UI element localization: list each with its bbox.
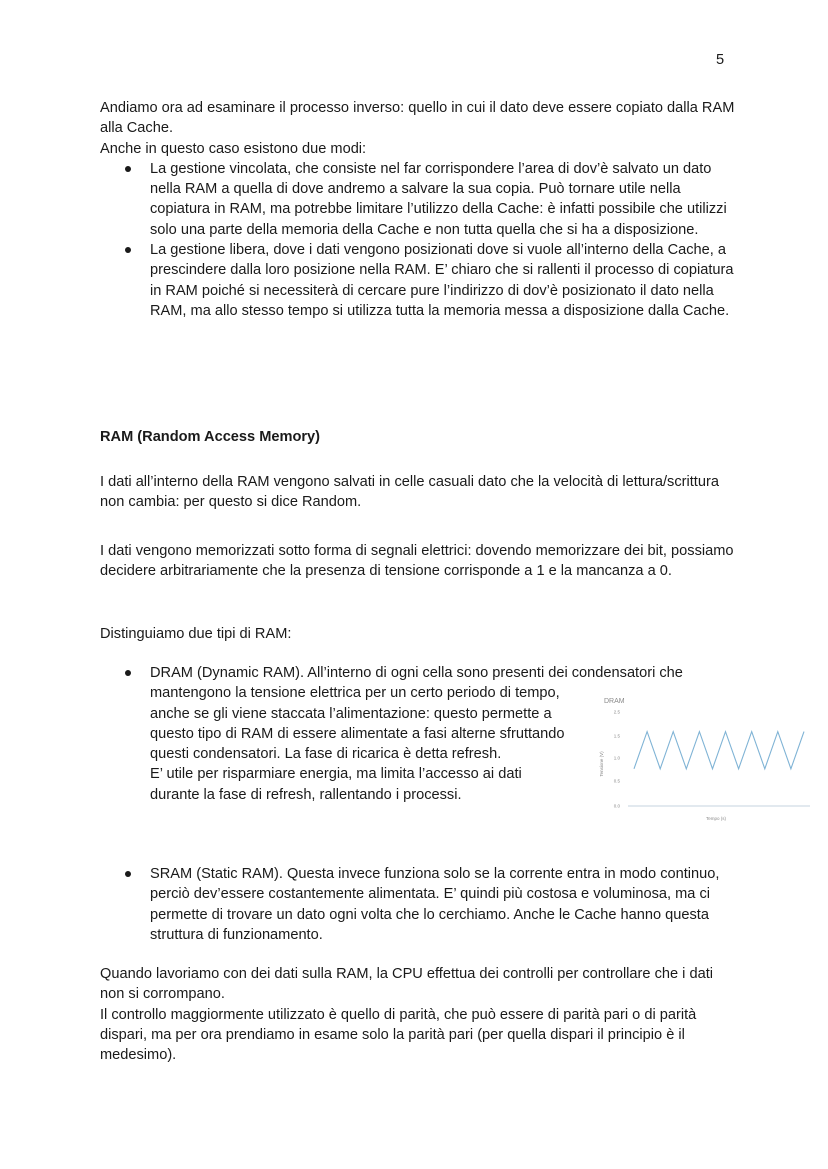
dram-line: DRAM (Dynamic RAM). All’interno di ogni cella sono presenti dei condensatori che: [150, 665, 683, 681]
y-tick-label: 2.5: [613, 709, 620, 715]
ram-paragraph: I dati vengono memorizzati sotto forma di segnali elettrici: dovendo memorizzare dei bit, possiamo decidere arbitrariamente che la presenza di tensione corrisponde a 1 e la mancanza a 0.: [100, 543, 734, 580]
intro-paragraph: Andiamo ora ad esaminare il processo inverso: quello in cui il dato deve essere copiato dalla RAM alla Cache.: [100, 100, 735, 137]
bullet-text: La gestione libera, dove i dati vengono posizionati dove si vuole all’interno della Cache, a prescindere dalla loro posizione nella RAM. E’ chiaro che si rallenti il processo di copiatura in RAM poiché si necessiterà di cercare pure l’indirizzo di dov’è posizionato il dato nella RAM, ma allo stesso tempo si utilizza tutta la memoria messa a disposizione dalla Cache.: [150, 242, 734, 319]
page-number: 5: [716, 52, 725, 68]
series-line: [634, 732, 804, 769]
chart-title: DRAM: [604, 698, 625, 705]
x-axis-label: Tempo (s): [705, 816, 727, 821]
y-tick-label: 0.5: [613, 778, 620, 784]
bullet-text: La gestione vincolata, che consiste nel far corrispondere l’area di dov’è salvato un dato nella RAM a quella di dove andremo a salvare la sua copia. Può tornare utile nella copiatura in RAM, ma potrebbe limitare l’utilizzo della Cache: è infatti possibile che utilizzi solo una parte della memoria della Cache e non tutta quella che si ha a disposizione.: [150, 160, 727, 238]
dram-line: questo tipo di RAM di essere alimentate a fasi alterne sfruttando: [150, 725, 565, 742]
y-axis: [614, 710, 810, 809]
dram-line: anche se gli viene staccata l’alimentazione: questo permette a: [150, 705, 552, 722]
dram-line: mantengono la tensione elettrica per un certo periodo di tempo,: [150, 685, 560, 702]
dram-line: E’ utile per risparmiare energia, ma limita l’accesso ai dati: [150, 766, 522, 783]
dram-chart: [596, 692, 816, 824]
sram-text: SRAM (Static RAM). Questa invece funziona solo se la corrente entra in modo continuo, perciò dev’essere costantemente alimentata. E’ quindi più costosa e voluminosa, ma ci permette di trovare un dato ogni volta che lo cerchiamo. Anche le Cache hanno questa struttura di funzionamento.: [150, 866, 720, 943]
dram-line: durante la fase di refresh, rallentando i processi.: [150, 786, 462, 803]
y-tick-label: 1.5: [613, 733, 620, 739]
y-tick-label: 1.0: [613, 755, 620, 761]
ram-paragraph: I dati all’interno della RAM vengono salvati in celle casuali dato che la velocità di lettura/scrittura non cambia: per questo si dice Random.: [100, 474, 719, 511]
ram-p1-block: [100, 472, 740, 513]
ram-p2-block: [100, 541, 740, 582]
plot-area: [634, 732, 804, 769]
ram-types-intro: Distinguiamo due tipi di RAM:: [100, 626, 292, 642]
sram-block: [100, 864, 740, 945]
intro-modes-line: Anche in questo caso esistono due modi:: [100, 140, 367, 157]
list-item: [100, 240, 740, 321]
bullet-icon: [125, 670, 131, 676]
list-item: [100, 864, 740, 945]
intro-section: [100, 98, 740, 321]
closing-section: [100, 964, 730, 1065]
ram-p3-block: [100, 624, 740, 644]
list-item: [100, 159, 740, 240]
ram-paragraph: Quando lavoriamo con dei dati sulla RAM, la CPU effettua dei controlli per controllare che i dati non si corrompano.: [100, 966, 713, 1003]
y-axis-label: Tensione (V): [599, 751, 604, 777]
bullet-icon: [125, 247, 131, 253]
section-heading: RAM (Random Access Memory): [100, 429, 321, 445]
dram-line: questi condensatori. La fase di ricarica è detta refresh.: [150, 746, 502, 763]
ram-heading-block: [100, 427, 740, 447]
modes-list: [100, 159, 740, 321]
bullet-icon: [125, 166, 131, 172]
ram-paragraph: Il controllo maggiormente utilizzato è quello di parità, che può essere di parità pari o di parità dispari, ma per ora prendiamo in esame solo la parità pari (per quella dispari il principio è il medesimo).: [100, 1006, 697, 1064]
bullet-icon: [125, 871, 131, 877]
y-tick-label: 0.0: [613, 803, 620, 809]
